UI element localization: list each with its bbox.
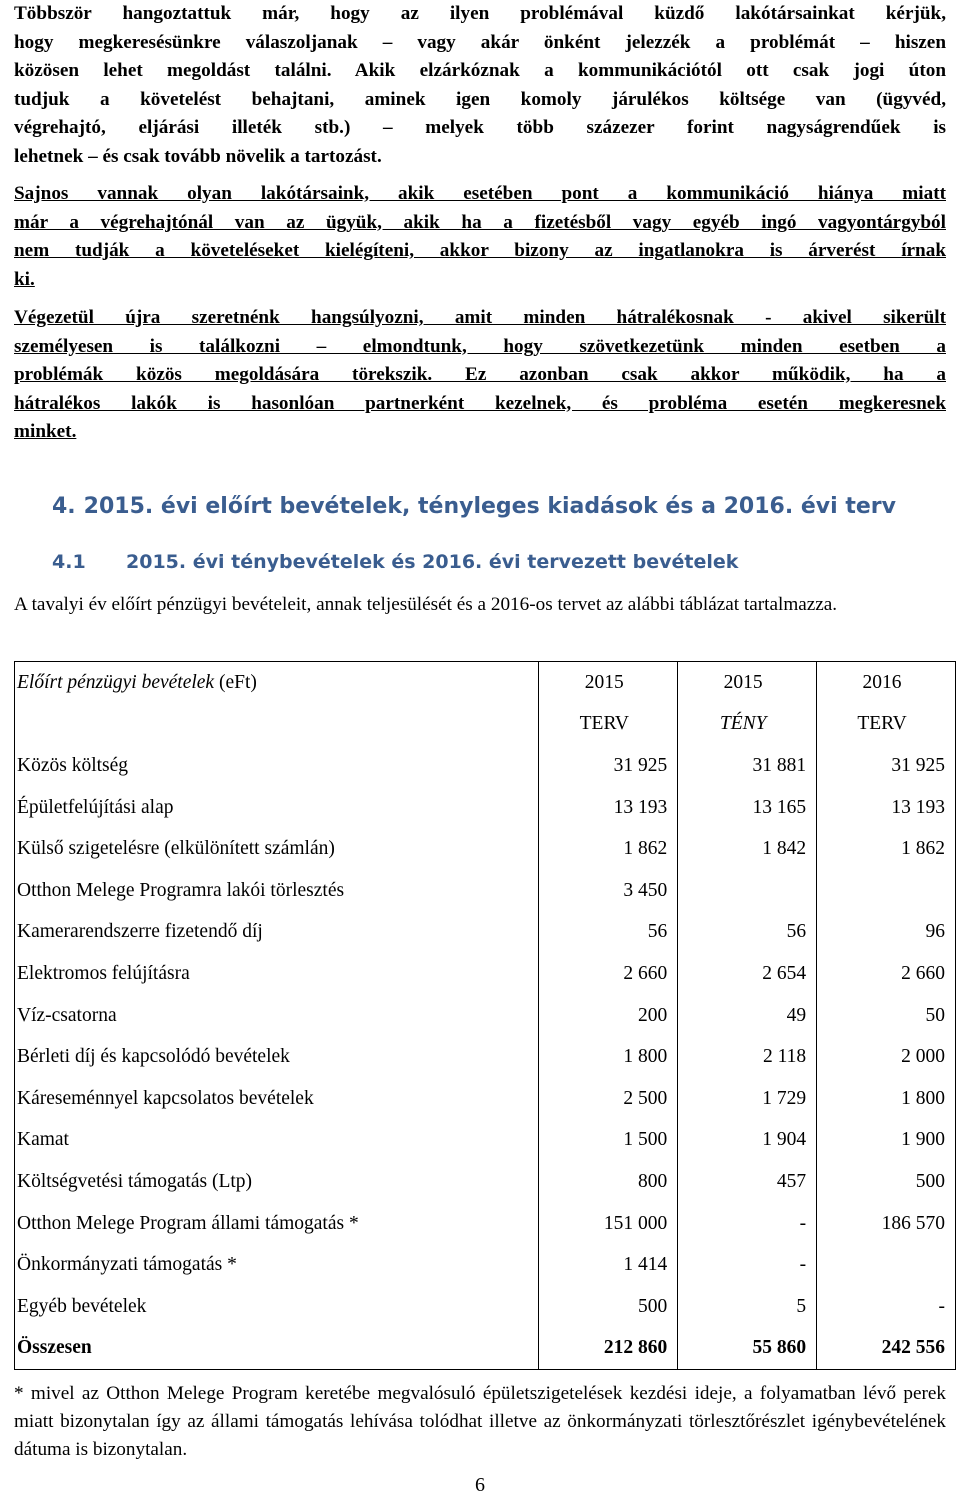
table-row: [15, 1078, 956, 1120]
table-header-col3-year: 2016: [817, 662, 956, 704]
table-cell-2015-teny: 2 118: [678, 1036, 817, 1078]
intro-paragraph: A tavalyi év előírt pénzügyi bevételeit, annak teljesülését és a 2016-os tervet az alábbi táblázat tartalmazza.: [14, 594, 838, 615]
table-cell-2015-terv: 13 193: [539, 787, 678, 829]
table-row: [15, 995, 956, 1037]
p3-line-4: hátralékos lakók is hasonlóan partnerként kezelnek, és probléma esetén megkeresnek: [14, 392, 946, 414]
footnote: * mivel az Otthon Melege Program keretébe megvalósuló épületszigetelések kezdési ideje, a folyamatban lévő perek miatt bizonytalan így az állami támogatás lehívása tolódhat illetve az önkormányzati törlesztőrészlet igénybevételének dátuma is bizonytalan.: [14, 1383, 946, 1460]
section-heading-4-text: 2015. évi előírt bevételek, tényleges kiadások és a 2016. évi terv: [83, 494, 896, 519]
table-cell-2015-teny: 1 729: [678, 1078, 817, 1120]
table-header-col1-year: 2015: [539, 662, 678, 704]
table-cell-2016-terv: -: [817, 1286, 956, 1328]
page-number: 6: [475, 1474, 485, 1496]
table-cell-2015-teny: 13 165: [678, 787, 817, 829]
table-cell-2015-teny: 49: [678, 995, 817, 1037]
table-cell-2015-teny: 1 904: [678, 1120, 817, 1162]
table-cell-2015-terv: 1 414: [539, 1244, 678, 1286]
table-header-row-2: [15, 704, 956, 746]
section-heading-4-1-number: 4.1: [52, 551, 86, 573]
table-cell-label: Külső szigetelésre (elkülönített számlán): [15, 828, 539, 870]
table-cell-2016-terv: 31 925: [817, 745, 956, 787]
table-row: [15, 1244, 956, 1286]
p2-line-4: ki.: [14, 268, 35, 290]
table-row: [15, 1036, 956, 1078]
table-row: [15, 1161, 956, 1203]
table-row: [15, 870, 956, 912]
table-header-empty: [15, 704, 539, 746]
table-cell-2016-terv: 1 800: [817, 1078, 956, 1120]
table-cell-2015-terv: 56: [539, 912, 678, 954]
p3-line-2: személyesen is találkozni – elmondtunk, hogy szövetkezetünk minden esetben a: [14, 335, 946, 357]
table-header-label-italic: Előírt pénzügyi bevételek: [17, 671, 215, 693]
table-total-col3: 242 556: [817, 1328, 956, 1370]
p2-line-3: nem tudják a követeléseket kielégíteni, akkor bizony az ingatlanokra is árverést írnak: [14, 240, 946, 261]
table-cell-label: Költségvetési támogatás (Ltp): [15, 1161, 539, 1203]
section-heading-4-1: [52, 551, 738, 573]
table-cell-2016-terv: 1 862: [817, 828, 956, 870]
table-cell-2015-teny: 31 881: [678, 745, 817, 787]
table-cell-2016-terv: 500: [817, 1161, 956, 1203]
table-row: [15, 828, 956, 870]
p1-line-5: végrehajtó, eljárási illeték stb.) – melyek több százezer forint nagyságrendűek is: [14, 117, 946, 138]
table-cell-2015-terv: 2 500: [539, 1078, 678, 1120]
table-total-col1: 212 860: [539, 1328, 678, 1370]
p2-line-2: már a végrehajtónál van az ügyük, akik ha a fizetésből vagy egyéb ingó vagyontárgyból: [14, 211, 946, 233]
table-cell-2015-teny: 457: [678, 1161, 817, 1203]
table-cell-label: Káreseménnyel kapcsolatos bevételek: [15, 1078, 539, 1120]
table-row: [15, 745, 956, 787]
table-header-col1-kind: TERV: [539, 704, 678, 746]
table-cell-2015-teny: 56: [678, 912, 817, 954]
table-header-label-unit: (eFt): [214, 671, 257, 693]
revenue-table: [14, 661, 956, 1370]
table-cell-label: Kamat: [15, 1120, 539, 1162]
section-heading-4: [52, 494, 896, 519]
table-cell-2015-terv: 3 450: [539, 870, 678, 912]
p1-line-6: lehetnek – és csak tovább növelik a tartozást.: [14, 145, 382, 167]
table-cell-2015-terv: 500: [539, 1286, 678, 1328]
table-cell-2015-teny: -: [678, 1203, 817, 1245]
table-header-col3-kind: TERV: [817, 704, 956, 746]
table-total-col2: 55 860: [678, 1328, 817, 1370]
table-row: [15, 1120, 956, 1162]
table-cell-2016-terv: 2 000: [817, 1036, 956, 1078]
p3-line-3: problémák közös megoldására törekszik. Ez azonban csak akkor működik, ha a: [14, 364, 946, 385]
table-cell-2015-teny: 2 654: [678, 953, 817, 995]
table-total-row: [15, 1328, 956, 1370]
p1-line-3: közösen lehet megoldást találni. Akik elzárkóznak a kommunikációtól ott csak jogi úton: [14, 60, 946, 81]
table-cell-2016-terv: 50: [817, 995, 956, 1037]
table-cell-2016-terv: 96: [817, 912, 956, 954]
table-header-col2-year: 2015: [678, 662, 817, 704]
section-heading-4-1-text: 2015. évi ténybevételek és 2016. évi tervezett bevételek: [126, 551, 739, 573]
table-header-label: [15, 662, 539, 704]
table-cell-2015-teny: 1 842: [678, 828, 817, 870]
table-cell-2015-teny: [678, 870, 817, 912]
paragraph-2: [14, 180, 946, 294]
p3-line-1: Végezetül újra szeretnénk hangsúlyozni, amit minden hátralékosnak - akivel sikerült: [14, 307, 946, 328]
table-cell-2016-terv: 13 193: [817, 787, 956, 829]
p2-line-1: Sajnos vannak olyan lakótársaink, akik esetében pont a kommunikáció hiánya miatt: [14, 183, 946, 204]
table-cell-2015-terv: 1 800: [539, 1036, 678, 1078]
table-cell-label: Egyéb bevételek: [15, 1286, 539, 1328]
section-heading-4-number: 4.: [52, 494, 76, 519]
table-cell-2016-terv: 1 900: [817, 1120, 956, 1162]
table-cell-2015-terv: 151 000: [539, 1203, 678, 1245]
table-cell-label: Önkormányzati támogatás *: [15, 1244, 539, 1286]
table-total-label: Összesen: [15, 1328, 539, 1370]
table-cell-label: Otthon Melege Programra lakói törlesztés: [15, 870, 539, 912]
table-cell-label: Víz-csatorna: [15, 995, 539, 1037]
paragraph-communication: [14, 0, 946, 175]
table-row: [15, 1203, 956, 1245]
table-row: [15, 1286, 956, 1328]
table-cell-2016-terv: 186 570: [817, 1203, 956, 1245]
table-header-col2-kind: TÉNY: [678, 704, 817, 746]
table-cell-label: Otthon Melege Program állami támogatás *: [15, 1203, 539, 1245]
table-header-row-1: [15, 662, 956, 704]
table-row: [15, 953, 956, 995]
p1-line-4: tudjuk a követelést behajtani, aminek igen komoly járulékos költsége van (ügyvéd,: [14, 88, 946, 110]
table-cell-label: Épületfelújítási alap: [15, 787, 539, 829]
table-row: [15, 787, 956, 829]
table-cell-2016-terv: 2 660: [817, 953, 956, 995]
table-cell-2015-terv: 31 925: [539, 745, 678, 787]
table-cell-2015-terv: 2 660: [539, 953, 678, 995]
table-cell-label: Közös költség: [15, 745, 539, 787]
paragraph-1: [14, 0, 946, 171]
p1-line-2: hogy megkeresésünkre válaszoljanak – vagy akár önként jelezzék a problémát – hiszen: [14, 31, 946, 53]
table-cell-label: Elektromos felújításra: [15, 953, 539, 995]
table-cell-2015-terv: 1 862: [539, 828, 678, 870]
table-body: [15, 745, 956, 1327]
table-row: [15, 912, 956, 954]
table-cell-label: Kamerarendszerre fizetendő díj: [15, 912, 539, 954]
table-cell-2015-teny: -: [678, 1244, 817, 1286]
table-cell-2015-teny: 5: [678, 1286, 817, 1328]
table-cell-2016-terv: [817, 1244, 956, 1286]
p3-line-5: minket.: [14, 421, 77, 442]
table-cell-2015-terv: 200: [539, 995, 678, 1037]
table-cell-2016-terv: [817, 870, 956, 912]
table-cell-2015-terv: 800: [539, 1161, 678, 1203]
table-cell-2015-terv: 1 500: [539, 1120, 678, 1162]
paragraph-3: [14, 304, 946, 447]
p1-line-1: Többször hangoztattuk már, hogy az ilyen problémával küzdő lakótársainkat kérjük,: [14, 3, 946, 24]
table-cell-label: Bérleti díj és kapcsolódó bevételek: [15, 1036, 539, 1078]
